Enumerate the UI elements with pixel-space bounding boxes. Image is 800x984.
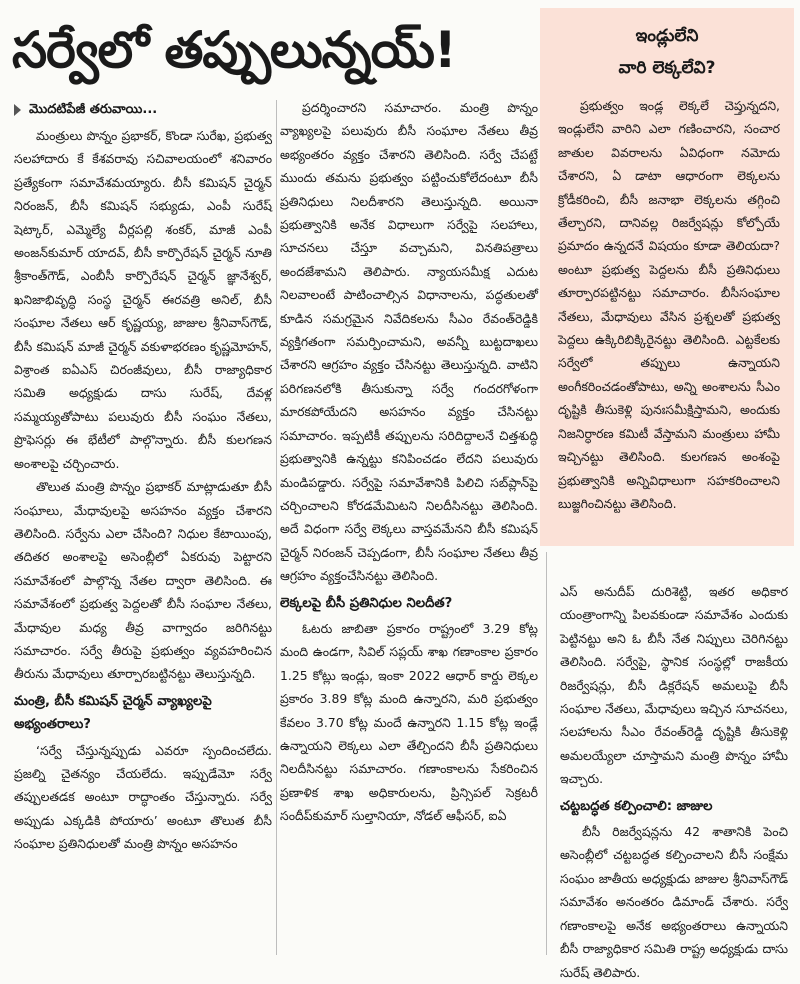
- kicker-text: మొదటిపేజీ తరువాయి...: [29, 102, 158, 117]
- article-column-3: [560, 580, 788, 980]
- sidebar-body: [540, 84, 794, 515]
- paragraph: మంత్రులు పొన్నం ప్రభాకర్, కొండా సురేఖ, ప్రభుత్వ సలహాదారు కే కేశవరావు సచివాలయంలో శనివారం ప్రత్యేకంగా సమావేశమయ్యారు. బీసీ కమిషన్ చైర్మన్ నిరంజన్, బీసీ కమిషన్ సభ్యుడు, ఎంపీ సురేష్ షెట్కార్, ఎమ్మెల్యే వీర్లపల్లి శంకర్, మాజీ ఎంపీ అంజన్‌కుమార్ యాదవ్, బీసీ కార్పొరేషన్ చైర్మన్ నూతి శ్రీకాంత్‌గౌడ్, ఎంబీసీ కార్పొరేషన్ చైర్మన్ జ్ఞానేశ్వర్, ఖనిజాభివృద్ధి సంస్థ చైర్మన్ ఈరవత్రి అనిల్, బీసీ సంఘాల నేతలు ఆర్ కృష్ణయ్య, జాజుల శ్రీనివాస్‌గౌడ్, బీసీ కమిషన్ మాజీ చైర్మన్ వకుళాభరణం కృష్ణమోహన్, విశ్రాంత ఐఏఎస్ చిరంజీవులు, బీసీ రాజ్యాధికార సమితి అధ్యక్షుడు దాసు సురేష్, దేవళ్ల సమ్మయ్యతోపాటు పలువురు బీసీ సంఘం నేతలు, ప్రొఫెసర్లు ఈ భేటీలో పాల్గొన్నారు. బీసీ కులగణన అంశాలపై చర్చించారు.: [14, 128, 272, 471]
- article-column-2: [280, 96, 538, 958]
- paragraph: ఓటరు జాబితా ప్రకారం రాష్ట్రంలో 3.29 కోట్ల మంది ఉండగా, సివిల్ సప్లయ్ శాఖ గణాంకాల ప్రకారం 1.25 కోట్లు ఇండ్లు, ఇంకా 2022 ఆధార్ కార్డు లెక్కల ప్రకారం 3.89 కోట్ల మంది ఉన్నారని, మరి ప్రభుత్వం కేవలం 3.70 కోట్ల మందే ఉన్నారని 1.15 కోట్ల ఇండ్లే ఉన్నాయని లెక్కలు ఎలా తేల్చిందని బీసీ ప్రతినిధులు నిలదీసినట్టు సమాచారం. గణాంకాలను సేకరించిన ప్రణాళిక శాఖ అధికారులను, ప్రిన్సిపల్ సెక్రటరీ సందీప్‌కుమార్ సుల్తానియా, నోడల్ ఆఫీసర్, ఐఏ: [280, 620, 538, 824]
- column-divider: [276, 100, 277, 955]
- paragraph: ‘సర్వే చేస్తున్నప్పుడు ఎవరూ స్పందించలేదు. ప్రజల్ని చైతన్యం చేయలేదు. ఇప్పుడేమో సర్వే తప్పులతడక అంటూ రాద్ధాంతం చేస్తున్నారు. సర్వే అప్పుడు ఎక్కడికి పోయారు’ అంటూ తొలుత బీసీ సంఘాల ప్రతినిధులతో మంత్రి పొన్నం అసహనం: [14, 742, 272, 852]
- chevron-right-icon: [14, 104, 21, 116]
- column-divider: [546, 552, 547, 955]
- subheading: లెక్కలపై బీసీ ప్రతినిధుల నిలదీత?: [280, 595, 453, 611]
- paragraph: ప్రభుత్వం ఇండ్ల లెక్కలే చెప్తున్నదని, ఇండ్లులేని వారిని ఎలా గణించారని, సంచార జాతుల వివరాలను ఏవిధంగా నమోదు చేశారని, ఏ డాటా ఆధారంగా లెక్కలను క్రోడీకరించి, బీసీ జనాభా లెక్కలను తగ్గించి తేల్చారని, దానివల్ల రిజర్వేషన్లు కోల్పోయే ప్రమాదం ఉన్నదనే విషయం కూడా తెలియదా? అంటూ ప్రభుత్వ పెద్దలను బీసీ ప్రతినిధులు తూర్పారపట్టినట్టు సమాచారం. బీసీసంఘాల నేతలు, మేధావులు వేసిన ప్రశ్నలతో ప్రభుత్వ పెద్దలు ఉక్కిరిబిక్కిరైనట్టు తెలిసింది. ఎట్టకేలకు సర్వేలో తప్పులు ఉన్నాయని అంగీకరించడంతోపాటు, అన్ని అంశాలను సీఎం దృష్టికి తీసుకెళ్లి పునఃసమీక్షిస్తామని, అందుకు నిజనిర్ధారణ కమిటీ వేస్తామని మంత్రులు హామీ ఇచ్చినట్టు తెలిసింది. కులగణన అంశంపై ప్రభుత్వానికి అన్నివిధాలుగా సహకరించాలని బుజ్జగించినట్టు తెలిసింది.: [558, 98, 780, 511]
- article-column-1: [14, 96, 272, 958]
- subheading: చట్టబద్ధత కల్పించాలి: జాజుల: [560, 798, 713, 814]
- paragraph: తొలుత మంత్రి పొన్నం ప్రభాకర్ మాట్లాడుతూ బీసీ సంఘాలు, మేధావులపై అసహనం వ్యక్తం చేశారని తెలిసింది. సర్వేను ఎలా చేసింది? నిధుల కేటాయింపు, తదితర అంశాలపై అసెంబ్లీలో ఏకరువు పెట్టారని సమావేశంలో పాల్గొన్న నేతల ద్వారా తెలిసింది. ఈ సమావేశంలో ప్రభుత్వ పెద్దలతో బీసీ సంఘాల నేతలు, మేధావుల మధ్య తీవ్ర వాగ్వాదం జరిగినట్టు సమాచారం. సర్వే తీరుపై ప్రభుత్వం వ్యవహరించిన తీరును మేధావులు తూర్పారబట్టినట్టు తెలుస్తున్నది.: [14, 479, 272, 682]
- kicker: [14, 96, 272, 124]
- paragraph: ఎస్ అనుదీప్ దురిశెట్టి, ఇతర అధికార యంత్రాంగాన్ని పిలవకుండా సమావేశం ఎందుకు పెట్టినట్టు అని ఓ బీసీ నేత నిప్పులు చెరిగినట్టు తెలిసింది. సర్వేపై, స్థానిక సంస్థల్లో రాజకీయ రిజర్వేషన్లు, బీసీ డిక్లరేషన్ అమలుపై బీసీ సంఘాల నేతలు, మేధావులు ఇచ్చిన సూచనలు, సలహాలను సీఎం రేవంత్‌రెడ్డి దృష్టికి తీసుకెళ్లి అమలయ్యేలా చూస్తామని మంత్రి పొన్నం హామీ ఇచ్చారు.: [560, 584, 788, 787]
- sidebar-title-line: వారి లెక్కలేవి?: [618, 58, 716, 78]
- paragraph: బీసీ రిజర్వేషన్లను 42 శాతానికి పెంచి అసెంబ్లీలో చట్టబద్ధత కల్పించాలని బీసీ సంక్షేమ సంఘం జాతీయ అధ్యక్షుడు జాజుల శ్రీనివాస్‌గౌడ్ సమావేశం అనంతరం డిమాండ్ చేశారు. సర్వే గణాంకాలపై అనేక అభ్యంతరాలు ఉన్నాయని బీసీ రాజ్యాధికార సమితి రాష్ట్ర అధ్యక్షుడు దాసు సురేష్ తెలిపారు.: [560, 824, 788, 980]
- headline: సర్వేలో తప్పులున్నయ్!: [12, 21, 456, 79]
- paragraph: ప్రదర్శించారని సమాచారం. మంత్రి పొన్నం వ్యాఖ్యలపై పలువురు బీసీ సంఘాల నేతలు తీవ్ర అభ్యంతరం వ్యక్తం చేశారని తెలిసింది. సర్వే చేపట్టే ముందు తమను ప్రభుత్వం పట్టించుకోలేదంటూ బీసీ ప్రతినిధులు నిలదీశారని తెలుస్తున్నది. అయినా ప్రభుత్వానికి అనేక విధాలుగా సర్వేపై సలహాలు, సూచనలు చేస్తూ వచ్చామని, వినతిపత్రాలు అందజేశామని తెలిపారు. న్యాయసమీక్ష ఎదుట నిలవాలంటే పాటించాల్సిన విధానాలను, పద్ధతులతో కూడిన సమగ్రమైన నివేదికలను సీఎం రేవంత్‌రెడ్డికి వ్యక్తిగతంగా సమర్పించామని, అవన్నీ బుట్టదాఖలు చేశారని ఆగ్రహం వ్యక్తం చేసినట్టు తెలుస్తున్నది. వాటిని పరిగణనలోకి తీసుకున్నా సర్వే గందరగోళంగా మారకపోయేదని అసహనం వ్యక్తం చేసినట్టు సమాచారం. ఇప్పటికీ తప్పులను సరిదిద్దాలనే చిత్తశుద్ధి ప్రభుత్వానికి ఉన్నట్టు కనిపించడం లేదని పలువురు మండిపడ్డారు. సర్వేపై సమావేశానికి పిలిచి సబ్‌ప్లాన్‌పై చర్చించాలని కోరడమేమిటని నిలదీసినట్టు తెలిసింది. అదే విధంగా సర్వే లెక్కలు వాస్తవమేనని బీసీ కమిషన్ చైర్మన్ నిరంజన్ చెప్పడంగా, బీసీ సంఘాల నేతలు తీవ్ర ఆగ్రహం వ్యక్తంచేసినట్టు తెలిసింది.: [280, 100, 538, 584]
- subheading: మంత్రి, బీసీ కమిషన్ చైర్మన్ వ్యాఖ్యలపై అభ్యంతరాలు?: [14, 693, 212, 733]
- sidebar-title-line: ఇండ్లులేని: [635, 26, 699, 46]
- sidebar-title: [540, 20, 794, 84]
- sidebar-box: [540, 8, 794, 546]
